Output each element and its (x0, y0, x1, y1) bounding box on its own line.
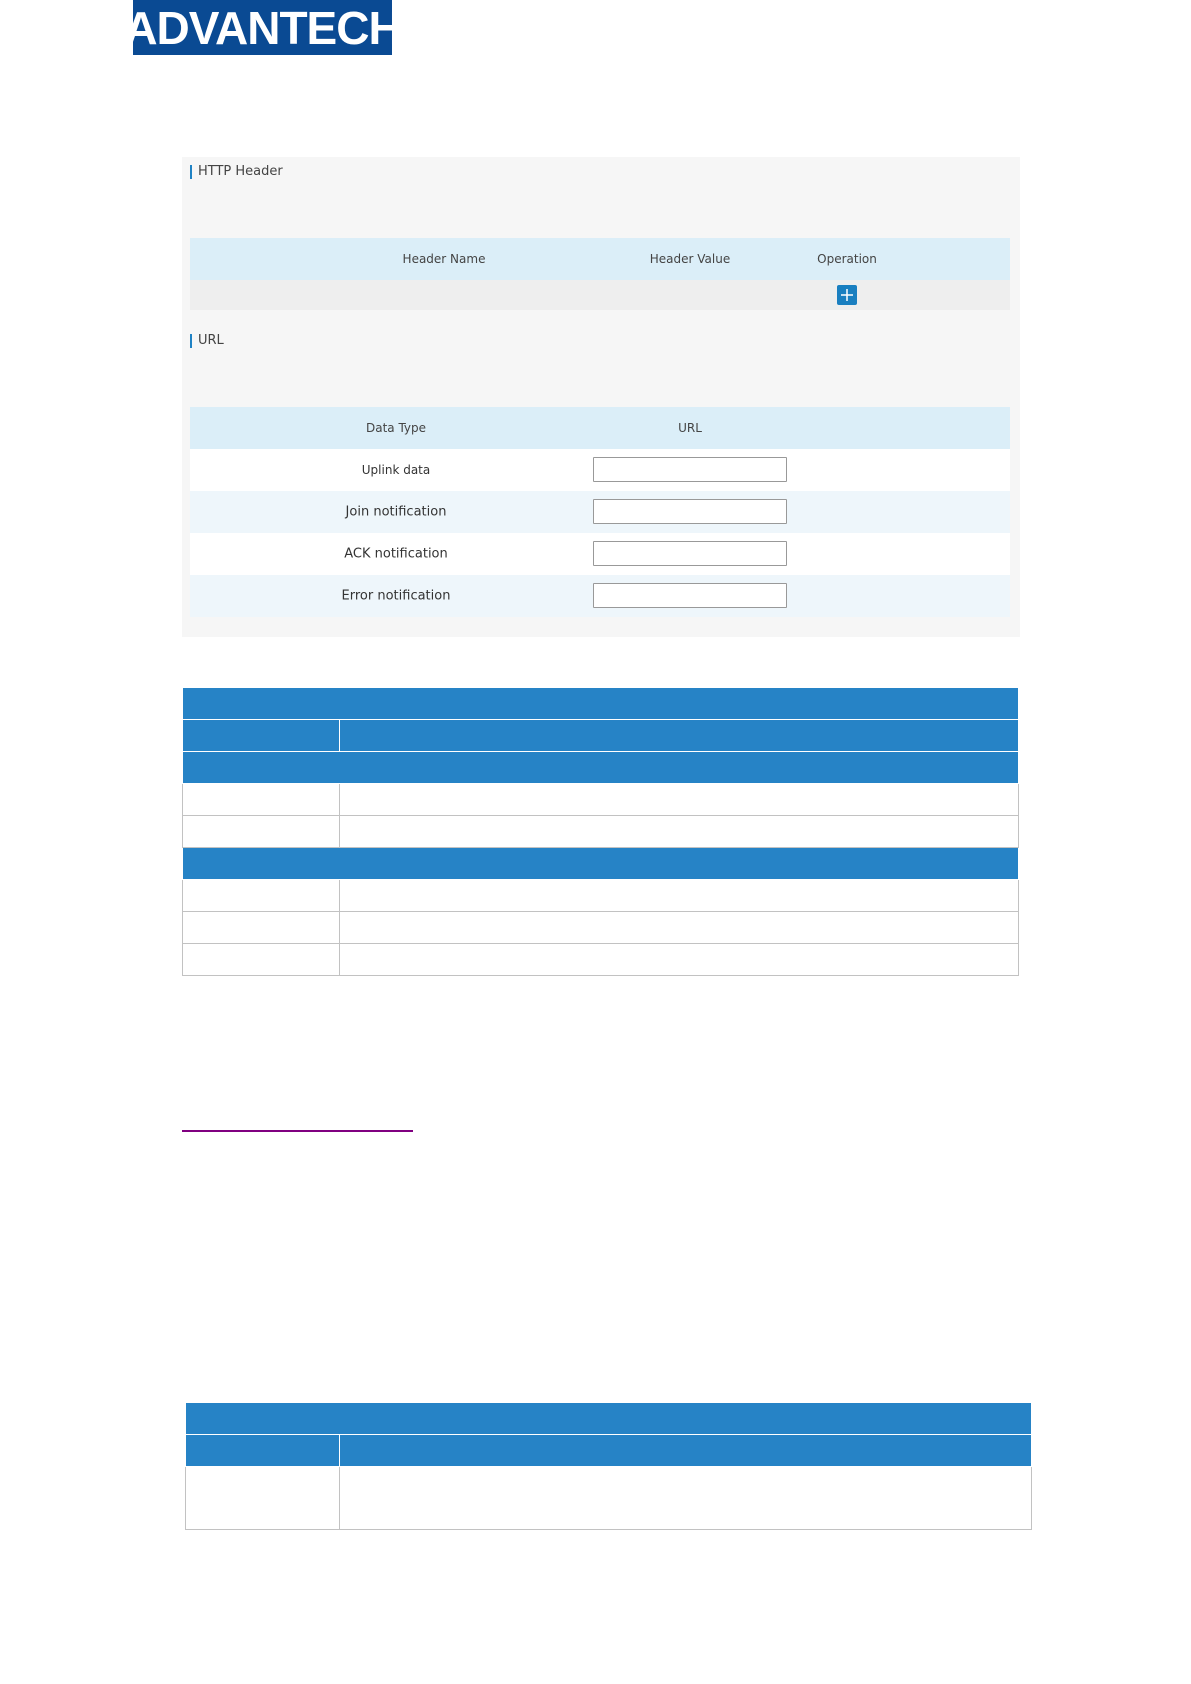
table-section-row (183, 752, 1019, 784)
table-row (183, 784, 1019, 816)
add-header-button[interactable] (837, 285, 857, 305)
plus-icon (840, 288, 854, 302)
uplink-data-label: Uplink data (361, 463, 431, 477)
logo-text: ADVANTECH (124, 1, 401, 54)
ack-notification-label: ACK notification (344, 546, 448, 562)
table-title-row (183, 688, 1019, 720)
advantech-logo (124, 0, 401, 55)
col-operation: Operation (817, 252, 877, 266)
join-notification-label: Join notification (345, 504, 447, 520)
screenshot-panel (182, 157, 1020, 637)
table-row (183, 944, 1019, 976)
url-row-join (190, 491, 1010, 533)
table-section-row (183, 848, 1019, 880)
hyperlink-underline[interactable] (182, 1130, 413, 1132)
http-header-add-row (190, 280, 1010, 310)
table-row (183, 912, 1019, 944)
table-row (186, 1467, 1032, 1530)
url-table-head (190, 407, 1010, 449)
table-header-row (183, 720, 1019, 752)
col-url: URL (678, 421, 702, 435)
table-row (183, 816, 1019, 848)
table-title-row (186, 1403, 1032, 1435)
col-data-type: Data Type (365, 421, 427, 435)
col-header-value: Header Value (649, 252, 731, 266)
url-title: URL (190, 334, 224, 348)
url-row-error (190, 575, 1010, 617)
http-header-title: HTTP Header (190, 165, 283, 179)
join-url-input[interactable] (593, 499, 787, 524)
table-header-row (186, 1435, 1032, 1467)
http-header-table-head (190, 238, 1010, 280)
url-row-uplink (190, 449, 1010, 491)
parameter-table-2 (185, 1402, 1032, 1530)
parameter-table-1 (182, 687, 1019, 976)
error-url-input[interactable] (593, 583, 787, 608)
error-notification-label: Error notification (341, 588, 451, 604)
ack-url-input[interactable] (593, 541, 787, 566)
col-header-name: Header Name (402, 252, 486, 266)
uplink-url-input[interactable] (593, 457, 787, 482)
url-row-ack (190, 533, 1010, 575)
table-row (183, 880, 1019, 912)
